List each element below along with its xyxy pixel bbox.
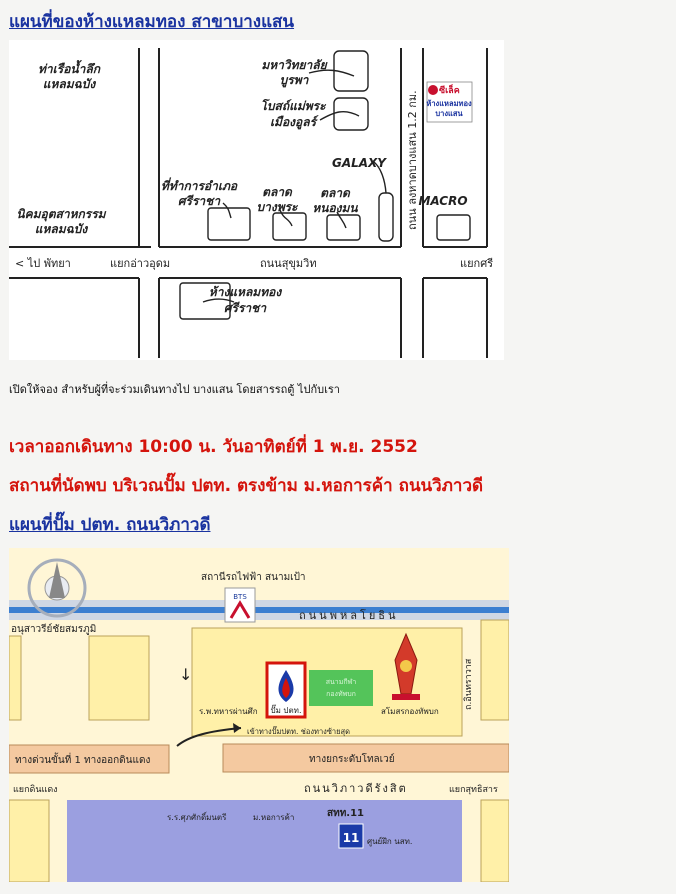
departure-time: เวลาออกเดินทาง 10:00 น. วันอาทิตย์ที่ 1 พ.ย. 2552 <box>9 437 418 457</box>
chamber-label: ม.หอการค้า <box>253 813 295 822</box>
phahon-road-label: ถนนพหลโยธิน <box>299 609 399 622</box>
industrial-label-1: นิคมอุตสาหกรรม <box>16 207 106 221</box>
market-nongmon-label-1: ตลาด <box>320 186 350 200</box>
heading-map1-link[interactable]: แผนที่ของห้างแหลมทอง สาขาบางแสน <box>9 12 295 32</box>
green-box-label-1: สนามกีฬา <box>325 678 357 686</box>
right-junction-label: แยกศรี <box>460 257 494 270</box>
bts-logo <box>225 588 255 622</box>
bangsaen-road-label: ถนน ลงหาดบางแสน 1.2 กม. <box>406 90 419 230</box>
store-logo-text: ซีเล็ค <box>439 86 460 96</box>
expressway-exit-label: ทางด่วนขั้นที่ 1 ทางออกดินแดง <box>15 755 151 766</box>
udom-junction-label: แยกอ่าวอุดม <box>110 257 171 270</box>
university-label-1: มหาวิทยาลัย <box>261 58 327 72</box>
bts-station-label: สถานีรถไฟฟ้า สนามเป้า <box>201 572 306 583</box>
school-label: ร.ร.ศุภศักดิ์มนตรี <box>167 813 227 822</box>
ptt-vibhavadi-map <box>9 548 509 882</box>
pier-label-2: แหลมฉบัง <box>42 77 96 91</box>
church-label-2: เมืองอูลร์ <box>269 115 317 129</box>
victory-monument-label: อนุสาวรีย์ชัยสมรภูมิ <box>11 624 97 635</box>
district-label-2: ศรีราชา <box>177 194 221 208</box>
hospital-label: ร.พ.ทหารผ่านศึก <box>199 707 258 716</box>
din-daeng-label: แยกดินแดง <box>13 785 58 795</box>
market-bangphra-label-1: ตลาด <box>262 185 292 199</box>
meeting-place: สถานที่นัดพบ บริเวณปั๊ม ปตท. ตรงข้าม ม.หอการค้า ถนนวิภาวดี <box>9 476 484 496</box>
market-nongmon-label-2: หนองมน <box>312 201 358 215</box>
vibhavadi-road-label: ถนนวิภาวดีรังสิต <box>304 782 408 795</box>
ch11-logo-text: 11 <box>342 831 360 845</box>
suthisarn-label: แยกสุทธิสาร <box>449 785 498 795</box>
macro-label: MACRO <box>418 194 468 208</box>
heading-map2-link[interactable]: แผนที่ปั๊ม ปตท. ถนนวิภาวดี <box>9 515 211 535</box>
church-label-1: โบสถ์แม่พระ <box>260 99 326 113</box>
ptt-station-marker <box>267 663 305 717</box>
laemthong-store-logo <box>426 82 472 122</box>
down-arrow-icon: ↓ <box>179 665 193 684</box>
booking-note: เปิดให้จอง สำหรับผู้ที่จะร่วมเดินทางไป บางแสน โดยสารรถตู้ ไปกับเรา <box>9 383 340 396</box>
industrial-label-2: แหลมฉบัง <box>34 222 88 236</box>
pier-label-1: ท่าเรือน้ำลึก <box>38 62 100 76</box>
laemthong-sriracha-label-1: ห้างแหลมทอง <box>208 285 282 299</box>
bts-logo-text: BTS <box>233 593 247 601</box>
store-name-line1: ห้างแหลมทอง <box>426 99 472 108</box>
inthara-road-label: ถ.อินทราวาส <box>464 658 474 710</box>
university-label-2: บูรพา <box>279 73 309 87</box>
tollway-label: ทางยกระดับโทลเวย์ <box>309 754 395 765</box>
market-bangphra-label-2: บางพระ <box>256 200 298 214</box>
entrance-label: เข้าทางปั๊มปตท. ช่องทางซ้ายสุด <box>247 727 350 736</box>
training-label: ศูนย์ฝึก นสท. <box>367 837 413 846</box>
ch11-logo <box>339 824 363 848</box>
galaxy-label: GALAXY <box>331 156 387 170</box>
to-pattaya-label: < ไป พัทยา <box>15 257 71 270</box>
laemthong-sriracha-label-2: ศรีราชา <box>223 301 267 315</box>
army-club-label: สโมสรกองทัพบก <box>381 707 439 716</box>
bangsaen-map <box>9 40 504 360</box>
sukhumvit-label: ถนนสุขุมวิท <box>260 257 317 270</box>
ptt-label: ปั๊ม ปตท. <box>270 706 302 715</box>
green-box-label-2: กองทัพบก <box>326 690 356 698</box>
store-name-line2: บางแสน <box>435 109 463 118</box>
ch11-label: สทท.11 <box>327 808 365 819</box>
district-label-1: ที่ทำการอำเภอ <box>160 179 238 193</box>
